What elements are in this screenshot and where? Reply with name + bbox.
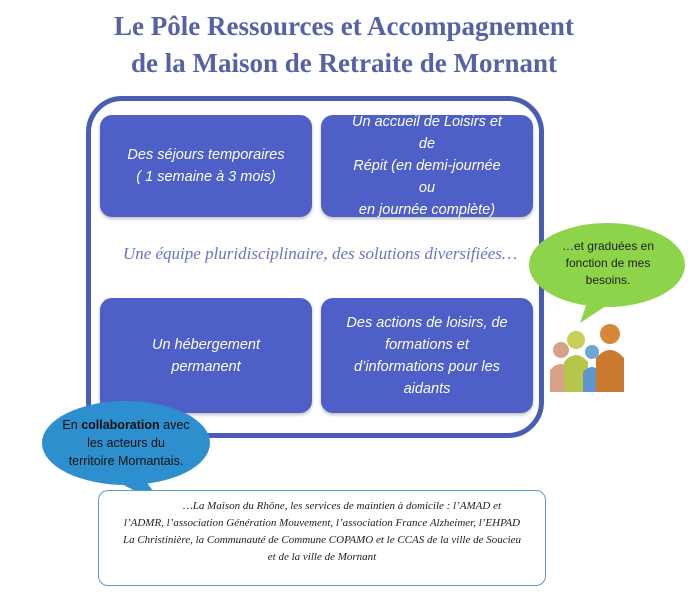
card-sejours-temporaires — [100, 115, 312, 217]
partners-box — [98, 490, 546, 586]
card-sejours-line-1: Des séjours temporaires — [127, 147, 285, 163]
title-line-2: de la Maison de Retraite de Mornant — [131, 48, 557, 78]
partners-line-1: …La Maison du Rhône, les services de maintien à domicile : l’AMAD et — [182, 500, 502, 512]
card-accueil-line-1: Un accueil de Loisirs et de — [352, 114, 502, 152]
partners-line-2: l’ADMR, l’association Génération Mouvement, l’association France Alzheimer, l’EHPAD — [123, 517, 521, 529]
blue-bubble-line-2: les acteurs du — [87, 436, 165, 450]
card-actions-line-3: d’informations pour les — [354, 358, 500, 375]
blue-bubble-text — [48, 416, 204, 470]
partners-line-4: et de la ville de Mornant — [267, 551, 377, 563]
card-actions-line-4: aidants — [403, 380, 451, 397]
card-actions-line-2: formations et — [385, 336, 469, 353]
blue-bubble-line-3: territoire Mornantais. — [68, 454, 184, 468]
green-bubble-line-1: …et graduées en — [561, 239, 655, 253]
card-actions — [321, 298, 533, 413]
card-actions-line-1: Des actions de loisirs, de — [346, 314, 508, 331]
partners-line-3: La Christinière, la Communauté de Commune COPAMO et le CCAS de la ville de Soucieu — [122, 534, 522, 546]
green-bubble-text — [556, 238, 660, 289]
blue-bubble-prefix: En — [62, 418, 82, 432]
card-accueil-line-3: en journée complète) — [358, 202, 496, 218]
title-line-1: Le Pôle Ressources et Accompagnement — [114, 11, 574, 41]
blue-bubble-line-1 — [48, 416, 204, 434]
middle-text: Une équipe pluridisciplinaire, des solutions diversifiées… — [122, 244, 518, 263]
green-bubble-line-2: fonction de mes — [565, 256, 651, 270]
card-hebergement — [100, 298, 312, 413]
blue-bubble-suffix: avec — [159, 418, 190, 432]
card-accueil-line-2: Répit (en demi-journée ou — [353, 158, 501, 196]
people-icon — [546, 320, 636, 392]
page-title — [0, 8, 688, 82]
blue-bubble-bold: collaboration — [81, 418, 160, 432]
green-bubble-line-3: besoins. — [585, 273, 631, 287]
card-sejours-line-2: ( 1 semaine à 3 mois) — [136, 169, 276, 185]
card-hebergement-line-2: permanent — [171, 358, 241, 375]
card-accueil-loisirs — [321, 115, 533, 217]
card-hebergement-line-1: Un hébergement — [151, 336, 260, 353]
